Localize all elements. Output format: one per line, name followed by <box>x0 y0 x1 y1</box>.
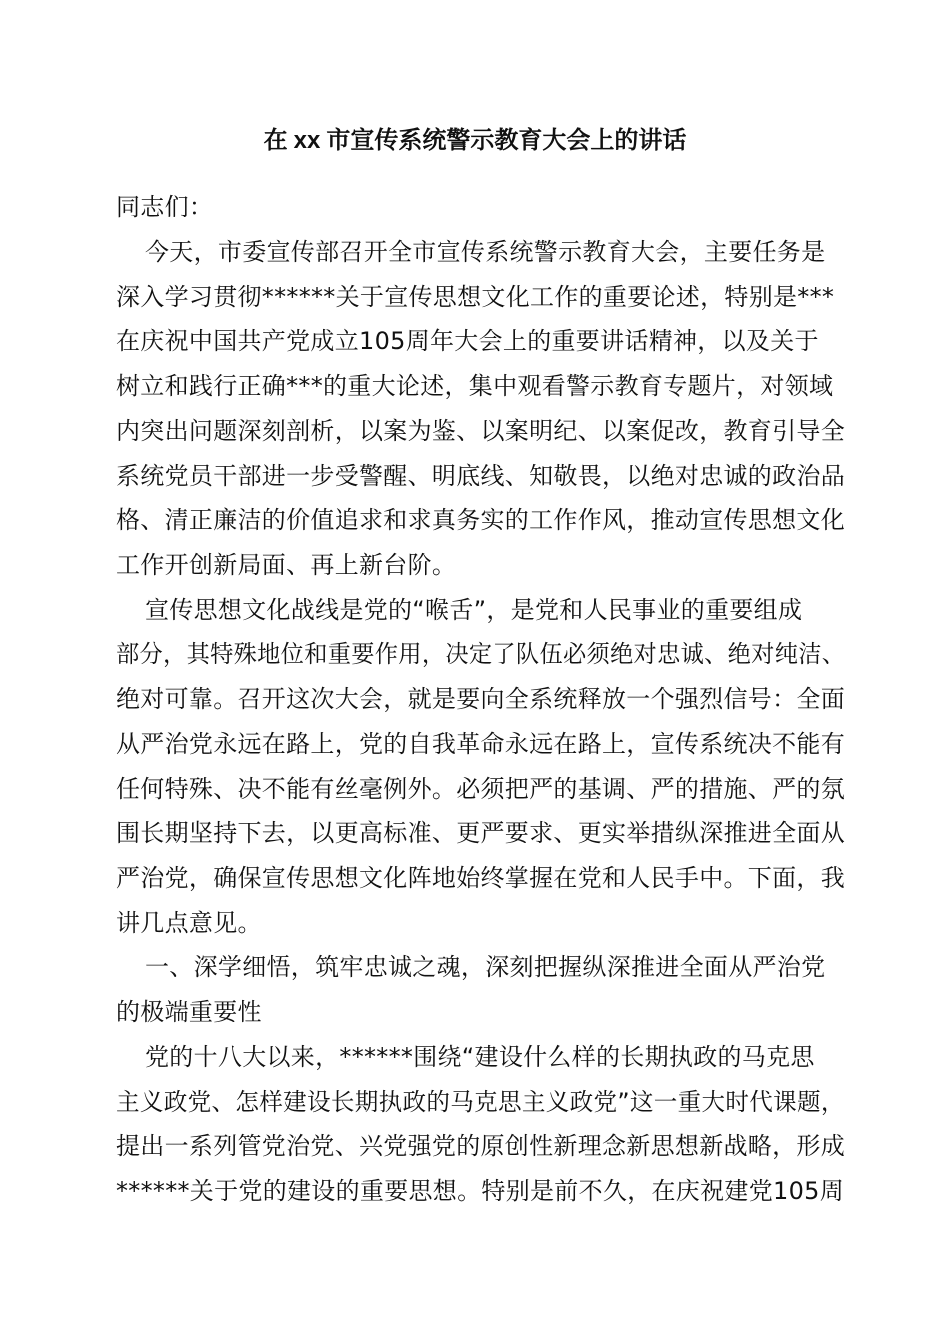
paragraph-line: 今天，市委宣传部召开全市宣传系统警示教育大会，主要任务是 <box>145 238 826 266</box>
paragraph-line: 严治党，确保宣传思想文化阵地始终掌握在党和人民手中。下面，我 <box>116 864 845 892</box>
paragraph-line: 系统党员干部进一步受警醒、明底线、知敬畏，以绝对忠诚的政治品 <box>116 462 845 490</box>
paragraph-line: 提出一系列管党治党、兴党强党的原创性新理念新思想新战略，形成 <box>116 1132 845 1160</box>
paragraph-line: 内突出问题深刻剖析，以案为鉴、以案明纪、以案促改，教育引导全 <box>116 417 845 445</box>
paragraph-line: 任何特殊、决不能有丝毫例外。必须把严的基调、严的措施、严的氛 <box>116 775 845 803</box>
section-heading-continued: 的极端重要性 <box>116 998 262 1026</box>
paragraph-line: 树立和践行正确***的重大论述，集中观看警示教育专题片，对领域 <box>116 372 834 400</box>
paragraph-line: 绝对可靠。召开这次大会，就是要向全系统释放一个强烈信号：全面 <box>116 685 845 713</box>
paragraph-line: ******关于党的建设的重要思想。特别是前不久，在庆祝建党105周 <box>116 1177 845 1205</box>
paragraph-line: 党的十八大以来，******围绕“建设什么样的长期执政的马克思 <box>145 1043 815 1071</box>
paragraph-line: 主义政党、怎样建设长期执政的马克思主义政党”这一重大时代课题， <box>116 1088 845 1116</box>
paragraph-line: 格、清正廉洁的价值追求和求真务实的工作作风，推动宣传思想文化 <box>116 506 845 534</box>
document-title <box>0 120 950 161</box>
paragraph-line: 在庆祝中国共产党成立105周年大会上的重要讲话精神，以及关于 <box>116 327 819 355</box>
paragraph-line: 宣传思想文化战线是党的“喉舌”，是党和人民事业的重要组成 <box>145 596 803 624</box>
paragraph-line: 深入学习贯彻******关于宣传思想文化工作的重要论述，特别是*** <box>116 283 835 311</box>
title-prefix: 在 <box>263 126 288 154</box>
paragraph-line: 部分，其特殊地位和重要作用，决定了队伍必须绝对忠诚、绝对纯洁、 <box>116 640 846 668</box>
paragraph-line: 讲几点意见。 <box>116 909 262 937</box>
section-heading: 一、深学细悟，筑牢忠诚之魂，深刻把握纵深推进全面从严治党 <box>145 953 826 981</box>
paragraph-line: 工作开创新局面、再上新台阶。 <box>116 551 457 579</box>
salutation: 同志们： <box>116 193 214 221</box>
paragraph-line: 从严治党永远在路上，党的自我革命永远在路上，宣传系统决不能有 <box>116 730 845 758</box>
paragraph-line: 围长期坚持下去，以更高标准、更严要求、更实举措纵深推进全面从 <box>116 819 845 847</box>
title-suffix: 市宣传系统警示教育大会上的讲话 <box>326 126 687 154</box>
title-placeholder: xx <box>293 127 321 154</box>
